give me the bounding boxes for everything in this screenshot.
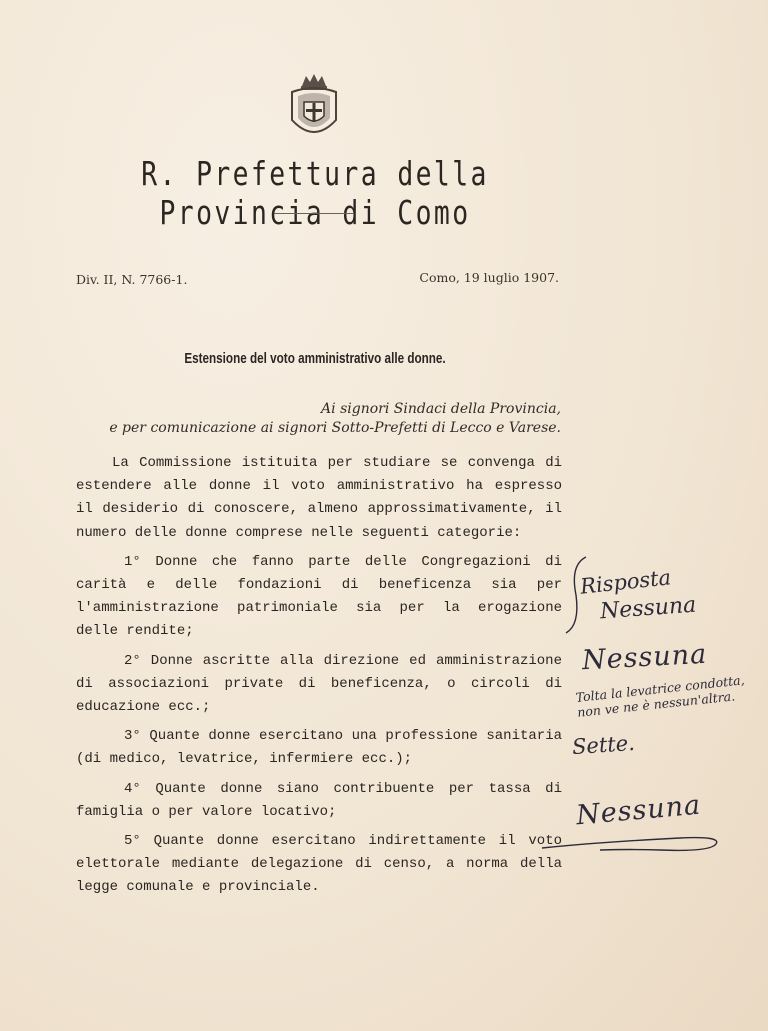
category-item-2: 2° Donne ascritte alla direzione ed amministrazione di associazioni private di beneficenza, o circoli di educazione ecc.;	[76, 652, 562, 716]
category-item-3: 3° Quante donne esercitano una professione sanitaria (di medico, levatrice, infermiere ecc.);	[76, 728, 562, 768]
subject-heading: Estensione del voto amministrativo alle donne.	[184, 350, 446, 367]
handwritten-answer-1: Nessuna	[599, 592, 698, 625]
handwritten-answer-3: Tolta la levatrice condotta, non ve ne è nessun'altra.	[574, 672, 746, 720]
addressee-line-2: e per comunicazione ai signori Sotto-Prefetti di Lecco e Varese.	[109, 420, 561, 436]
handwritten-answer-2: Nessuna	[581, 638, 708, 677]
handwritten-risposta: Risposta	[578, 565, 673, 599]
handwritten-answer-5: Nessuna	[574, 789, 703, 832]
reference-number: Div. II, N. 7766-1.	[76, 272, 188, 287]
category-item-1: 1° Donne che fanno parte delle Congregazioni di carità e delle fondazioni di beneficenza sia per l'amministrazione patrimoniale sia per la erogazione delle rendite;	[76, 553, 562, 640]
signature-flourish	[540, 820, 730, 860]
addressee-line-1: Ai signori Sindaci della Provincia,	[321, 401, 561, 417]
intro-paragraph: La Commissione istituita per studiare se convenga di estendere alle donne il voto amministrativo ha espresso il desiderio di conoscere, almeno approssimativamente, il numero delle donne comprese nelle seguenti categorie:	[76, 455, 562, 541]
handwritten-answer-4: Sette.	[571, 730, 636, 760]
letter-body	[76, 452, 562, 906]
document-date: Como, 19 luglio 1907.	[419, 270, 559, 285]
category-item-5: 5° Quante donne esercitano indirettamente il voto elettorale mediante delegazione di censo, a norma della legge comunale e provinciale.	[76, 833, 562, 896]
royal-crest-icon	[284, 72, 344, 146]
title-divider	[274, 213, 354, 214]
page-title: R. Prefettura della Provincia di Como	[141, 154, 489, 232]
category-item-4: 4° Quante donne siano contribuente per tassa di famiglia o per valore locativo;	[76, 780, 562, 820]
